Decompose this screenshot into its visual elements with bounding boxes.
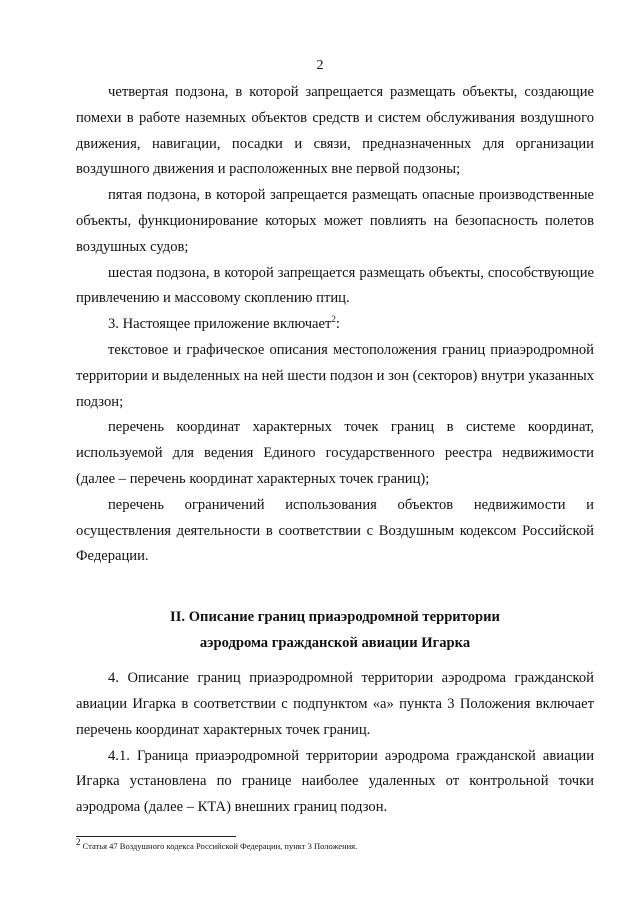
item-3-tail: : — [335, 316, 340, 333]
paragraph-item-3 — [76, 312, 594, 338]
section-heading-line-1: II. Описание границ приаэродромной территории — [170, 609, 500, 626]
footnote-divider — [76, 836, 236, 837]
item-3-text: 3. Настоящее приложение включает — [108, 316, 332, 333]
paragraph-subzone-5: пятая подзона, в которой запрещается размещать опасные производственные объекты, функционирование которых может повлиять на безопасность полетов воздушных судов; — [76, 187, 594, 255]
paragraph-list-item-2: перечень координат характерных точек границ в системе координат, используемой для ведения Единого государственного реестра недвижимости (далее – перечень координат характерных точек границ); — [76, 419, 594, 487]
paragraph-subzone-4: четвертая подзона, в которой запрещается размещать объекты, создающие помехи в работе наземных объектов средств и систем обслуживания воздушного движения, навигации, посадки и связи, предназначенных для организации воздушного движения и расположенных вне первой подзоны; — [76, 84, 594, 178]
footnote — [76, 837, 358, 852]
page-number: 2 — [316, 58, 324, 73]
paragraph-list-item-3: перечень ограничений использования объектов недвижимости и осуществления деятельности в соответствии с Воздушным кодексом Российской Федерации. — [76, 496, 594, 565]
footnote-reference[interactable]: 2 — [331, 314, 336, 325]
section-heading — [76, 604, 594, 656]
paragraph-item-4-1: 4.1. Граница приаэродромной территории аэродрома гражданской авиации Игарка установлена по границе наиболее удаленных от контрольной точки аэродрома (далее – КТА) внешних границ подзон. — [76, 747, 594, 816]
document-body — [76, 80, 594, 821]
paragraph-item-4: 4. Описание границ приаэродромной территории аэродрома гражданской авиации Игарка в соответствии с подпунктом «а» пункта 3 Положения включает перечень координат характерных точек границ. — [76, 670, 594, 738]
footnote-mark: 2 — [76, 837, 81, 848]
paragraph-subzone-6: шестая подзона, в которой запрещается размещать объекты, способствующие привлечению и массовому скоплению птиц. — [76, 264, 594, 307]
section-heading-line-2: аэродрома гражданской авиации Игарка — [199, 635, 471, 652]
paragraph-list-item-1: текстовое и графическое описания местоположения границ приаэродромной территории и выделенных на ней шести подзон и зон (секторов) внутри указанных подзон; — [76, 341, 594, 410]
footnote-text: Статья 47 Воздушного кодекса Российской Федерации, пункт 3 Положения. — [80, 841, 358, 851]
